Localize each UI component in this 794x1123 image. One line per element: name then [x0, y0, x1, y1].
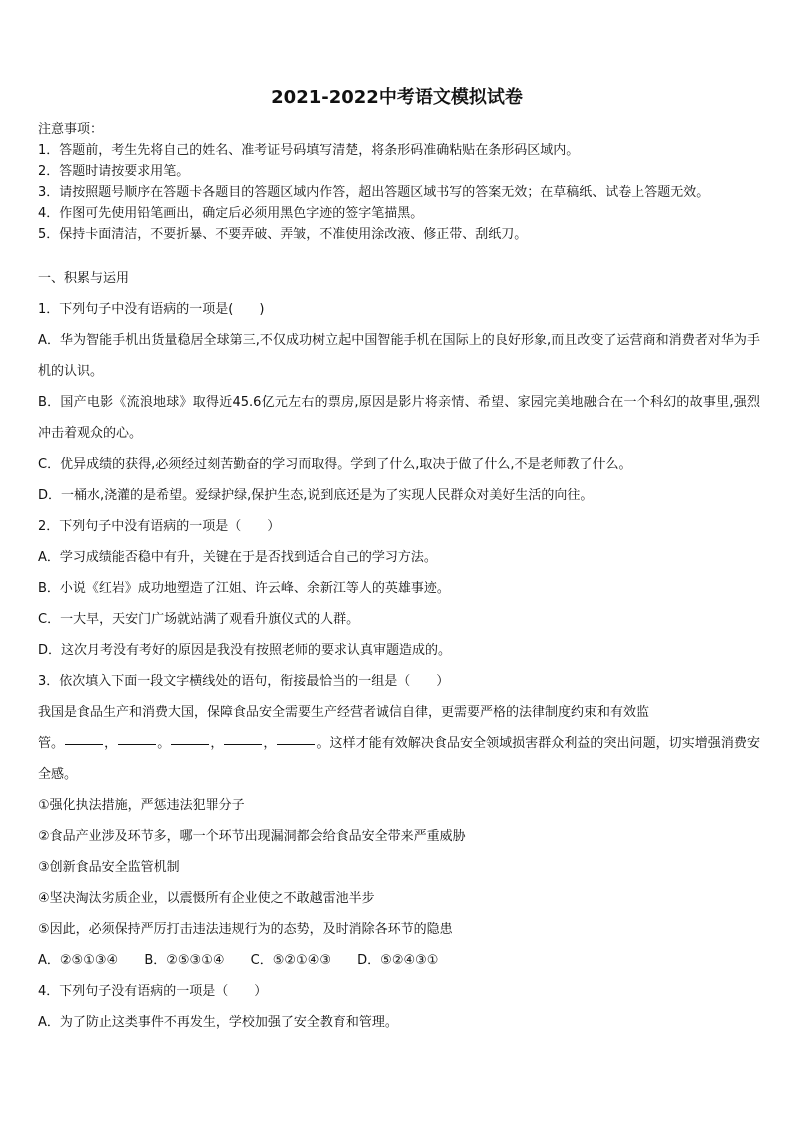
notice-item-1: 1．答题前，考生先将自己的姓名、准考证号码填写清楚，将条形码准确粘贴在条形码区域内。 [38, 143, 580, 158]
q1-option-b: B．国产电影《流浪地球》取得近45.6亿元左右的票房,原因是影片将亲情、希望、家园完美地融合在一个科幻的故事里,强烈冲击着观众的心。 [38, 395, 760, 441]
answer-blank [171, 743, 209, 745]
q3-stem: 3．依次填入下面一段文字横线处的语句，衔接最恰当的一组是（ ） [38, 674, 450, 689]
page-title: 2021-2022中考语文模拟试卷 [271, 87, 523, 108]
q1-option-c: C．优异成绩的获得,必须经过刻苦勤奋的学习而取得。学到了什么,取决于做了什么,不是老师教了什么。 [38, 457, 632, 472]
q3-item-3: ③创新食品安全监管机制 [38, 860, 180, 875]
notice-heading: 注意事项： [38, 122, 104, 137]
q3-passage-start: 管。 [38, 736, 65, 751]
q3-sep: 。 [157, 736, 171, 751]
notice-section [38, 119, 760, 245]
q3-item-4: ④坚决淘汰劣质企业，以震慑所有企业使之不敢越雷池半步 [38, 891, 375, 906]
section-heading: 一、积累与运用 [38, 271, 130, 286]
q3-option-a: A．②⑤①③④ [38, 953, 119, 968]
q2-option-a: A．学习成绩能否稳中有升，关键在于是否找到适合自己的学习方法。 [38, 550, 437, 565]
notice-item-4: 4．作图可先使用铅笔画出，确定后必须用黑色字迹的签字笔描黑。 [38, 206, 424, 221]
q3-option-b: B．②⑤③①④ [144, 953, 225, 968]
q3-option-d: D．⑤②④③① [357, 953, 439, 968]
q3-sep: ， [263, 736, 277, 751]
q3-item-5: ⑤因此，必须保持严厉打击违法违规行为的态势，及时消除各环节的隐患 [38, 922, 453, 937]
q4-stem: 4．下列句子没有语病的一项是（ ） [38, 984, 268, 999]
q3-passage-end: 。这样才能有效解决食品安全领域损害群众利益的突出问题，切实增强消费安全感。 [38, 736, 760, 782]
questions-section [38, 263, 760, 1038]
answer-blank [118, 743, 156, 745]
q1-option-d: D．一桶水,浇灌的是希望。爱绿护绿,保护生态,说到底还是为了实现人民群众对美好生活的向往。 [38, 488, 594, 503]
answer-blank [224, 743, 262, 745]
q3-sep: ， [210, 736, 224, 751]
q3-option-c: C．⑤②①④③ [250, 953, 332, 968]
q2-option-d: D．这次月考没有考好的原因是我没有按照老师的要求认真审题造成的。 [38, 643, 452, 658]
q3-passage-blanks [38, 728, 760, 790]
q4-option-a: A．为了防止这类事件不再发生，学校加强了安全教育和管理。 [38, 1015, 398, 1030]
notice-item-2: 2．答题时请按要求用笔。 [38, 164, 190, 179]
q3-sep: ， [104, 736, 118, 751]
q3-item-1: ①强化执法措施，严惩违法犯罪分子 [38, 798, 245, 813]
q2-stem: 2．下列句子中没有语病的一项是（ ） [38, 519, 281, 534]
answer-blank [65, 743, 103, 745]
q2-option-b: B．小说《红岩》成功地塑造了江姐、许云峰、余新江等人的英雄事迹。 [38, 581, 450, 596]
notice-item-5: 5．保持卡面清洁，不要折暴、不要弄破、弄皱，不准使用涂改液、修正带、刮纸刀。 [38, 227, 528, 242]
q1-stem: 1．下列句子中没有语病的一项是( ) [38, 302, 265, 317]
q3-options [38, 945, 760, 976]
notice-item-3: 3．请按照题号顺序在答题卡各题目的答题区域内作答，超出答题区域书写的答案无效；在草稿纸、试卷上答题无效。 [38, 185, 710, 200]
q1-option-a: A．华为智能手机出货量稳居全球第三,不仅成功树立起中国智能手机在国际上的良好形象,而且改变了运营商和消费者对华为手机的认识。 [38, 333, 760, 379]
q3-passage-line1: 我国是食品生产和消费大国，保障食品安全需要生产经营者诚信自律，更需要严格的法律制度约束和有效监 [38, 705, 650, 720]
q2-option-c: C．一大早，天安门广场就站满了观看升旗仪式的人群。 [38, 612, 360, 627]
answer-blank [277, 743, 315, 745]
q3-item-2: ②食品产业涉及环节多，哪一个环节出现漏洞都会给食品安全带来严重威胁 [38, 829, 466, 844]
